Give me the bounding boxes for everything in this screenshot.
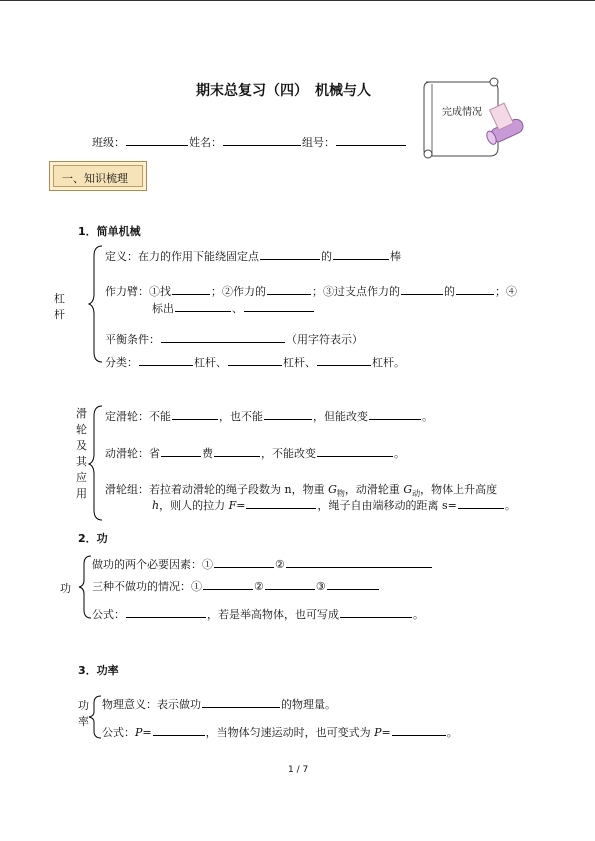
blank[interactable] (202, 696, 280, 708)
blank[interactable] (139, 354, 193, 366)
text: 、 (232, 302, 243, 315)
text: ，不能改变 (261, 447, 316, 460)
text: ，则人的拉力 (159, 499, 229, 512)
text: ③ (315, 580, 326, 593)
blank[interactable] (333, 248, 389, 260)
blank[interactable] (260, 248, 320, 260)
power-side-label-1: 功 (78, 699, 89, 712)
text: 三种不做功的情况：① (92, 580, 202, 593)
blank[interactable] (244, 300, 314, 312)
name-label: 姓名： (189, 136, 222, 149)
var-g: G (403, 483, 413, 496)
top-rule (0, 0, 595, 1)
text: ，若是举高物体，也可写成 (207, 608, 339, 621)
class-field[interactable] (126, 134, 188, 146)
pulley-brace (88, 404, 106, 522)
text: ，也不能 (219, 410, 263, 423)
blank[interactable] (317, 445, 393, 457)
blank[interactable] (228, 354, 282, 366)
text: 滑轮组：若拉着动滑轮的绳子段数为 n，物重 (105, 483, 329, 496)
char: 用 (76, 487, 87, 500)
text: ；②作力的 (211, 285, 266, 298)
heading-power: 3．功率 (78, 664, 119, 677)
sub: 动 (412, 489, 421, 499)
text: 。 (446, 726, 458, 739)
blank[interactable] (286, 556, 432, 568)
work-factors (92, 556, 433, 572)
heading-work: 2．功 (78, 532, 108, 545)
text: 。 (394, 447, 405, 460)
blank[interactable] (172, 408, 218, 420)
text: 分类： (105, 356, 138, 369)
var-p: P (374, 726, 382, 739)
char: 及 (76, 439, 87, 452)
text: 的 (321, 250, 332, 263)
text: 。 (413, 608, 424, 621)
text: ，但能改变 (313, 410, 368, 423)
text: ② (254, 580, 264, 593)
fixed-pulley (105, 408, 433, 424)
text: 棒 (390, 250, 401, 263)
lever-classification (105, 354, 405, 370)
text: 杠杆。 (372, 356, 405, 369)
text: 的物理量。 (281, 698, 336, 711)
blank[interactable] (172, 283, 210, 295)
section-header-text: 一、知识梳理 (62, 172, 128, 185)
text: ，当物体匀速运动时，也可变式为 (205, 726, 375, 739)
text: = (236, 499, 246, 512)
blank[interactable] (317, 354, 371, 366)
blank[interactable] (340, 606, 412, 618)
blank[interactable] (264, 408, 312, 420)
group-field[interactable] (336, 134, 406, 146)
lever-balance (105, 331, 363, 347)
blank[interactable] (265, 578, 315, 590)
text: 定滑轮：不能 (105, 410, 171, 423)
blank[interactable] (327, 578, 379, 590)
text: 。 (422, 410, 433, 423)
power-side-label-2: 率 (78, 715, 89, 728)
text: 杠杆、 (194, 356, 227, 369)
pulley-block-line2 (152, 497, 516, 513)
text: 物理意义：表示做功 (102, 698, 201, 711)
blank[interactable] (458, 497, 504, 509)
text: 的 (444, 285, 455, 298)
heading-simple-machines: 1．简单机械 (78, 225, 141, 238)
text: 公式： (102, 726, 135, 739)
var-g: G (328, 483, 337, 496)
work-side-label: 功 (60, 582, 71, 595)
group-label: 组号： (302, 136, 335, 149)
page-title: 期末总复习（四） 机械与人 (196, 83, 371, 99)
lever-arm-steps (105, 283, 517, 299)
text: ；④ (495, 285, 517, 298)
text: 定义：在力的作用下能绕固定点 (105, 250, 259, 263)
sub: 物 (336, 489, 345, 499)
blank[interactable] (203, 578, 253, 590)
blank[interactable] (126, 606, 206, 618)
blank[interactable] (161, 445, 201, 457)
lever-definition (105, 248, 401, 264)
work-no-cases (92, 578, 380, 594)
class-label: 班级： (92, 136, 125, 149)
lever-side-label-1: 杠 (54, 292, 65, 305)
blank[interactable] (153, 724, 205, 736)
text: 标出 (152, 302, 174, 315)
name-field[interactable] (223, 134, 301, 146)
text: ，物体上升高度 (420, 483, 498, 496)
blank[interactable] (161, 331, 285, 343)
work-formula (92, 606, 424, 622)
lever-side-label-2: 杆 (54, 308, 65, 321)
blank[interactable] (392, 724, 446, 736)
text: （用字符表示） (286, 333, 363, 346)
blank[interactable] (214, 445, 260, 457)
text: ② (275, 558, 285, 571)
text: ，绳子自由端移动的距离 s= (317, 499, 457, 512)
char: 滑 (76, 407, 87, 420)
text: 做功的两个必要因素：① (92, 558, 213, 571)
student-info-line (92, 134, 407, 150)
power-meaning (102, 696, 336, 712)
blank[interactable] (175, 300, 231, 312)
char: 应 (76, 471, 87, 484)
page-number: 1 / 7 (288, 765, 309, 775)
blank[interactable] (246, 497, 316, 509)
movable-pulley (105, 445, 405, 461)
blank[interactable] (456, 283, 494, 295)
text: 费 (202, 447, 213, 460)
lever-arm-steps-cont (152, 300, 315, 316)
completion-scroll-graphic (418, 76, 538, 162)
text: ，动滑轮重 (344, 483, 404, 496)
blank[interactable] (401, 283, 443, 295)
char: 其 (76, 455, 87, 468)
power-formula (102, 724, 458, 740)
text: 。 (504, 499, 516, 512)
char: 轮 (76, 423, 87, 436)
text: = (142, 726, 152, 739)
pulley-side-label (76, 406, 90, 502)
text: 作力臂：①找 (105, 285, 171, 298)
lever-brace (88, 244, 106, 364)
text: = (381, 726, 391, 739)
blank[interactable] (214, 556, 274, 568)
var-p: P (135, 726, 143, 739)
var-f: F (228, 499, 237, 512)
blank[interactable] (267, 283, 311, 295)
section-header-box (49, 161, 147, 191)
text: 公式： (92, 608, 125, 621)
var-h: h (152, 499, 160, 512)
blank[interactable] (369, 408, 421, 420)
text: 平衡条件： (105, 333, 160, 346)
text: 杠杆、 (283, 356, 316, 369)
completion-label: 完成情况 (442, 107, 482, 118)
text: ；③过支点作力的 (312, 285, 400, 298)
text: 动滑轮：省 (105, 447, 160, 460)
